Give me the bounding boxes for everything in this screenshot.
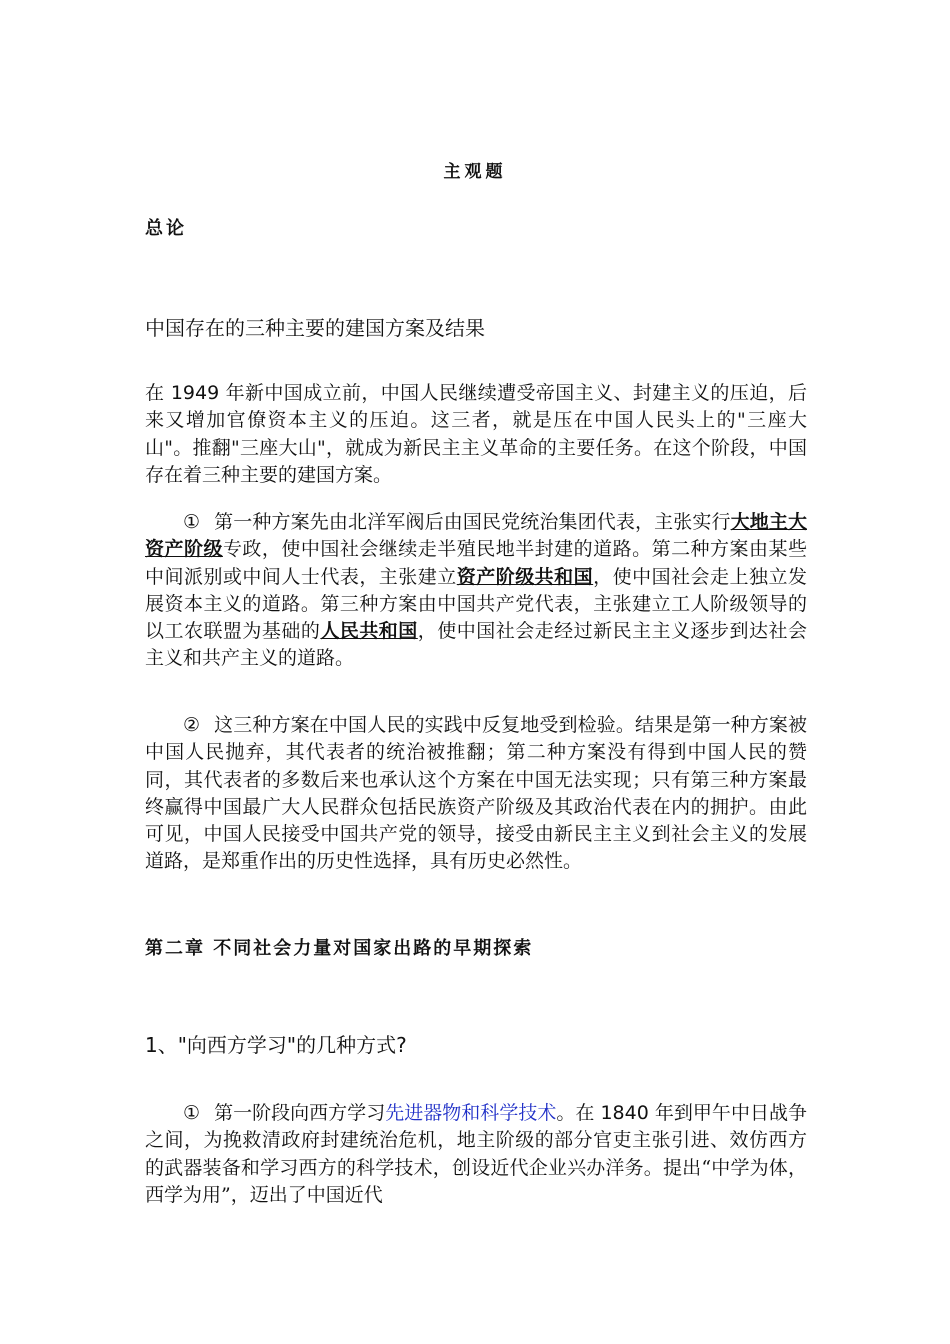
point1-text-2: 专政，使中国社会继续走半殖民地半封建的道路。第二种方案由某些中间派别或中间人士代表，主张建立 <box>145 538 807 588</box>
intro-year: 1949 <box>170 382 220 404</box>
chapter2-heading: 第二章 不同社会力量对国家出路的早期探索 <box>145 938 534 959</box>
intro-pre: 在 <box>145 382 171 404</box>
highlight-advanced-technology: 先进器物和科学技术 <box>385 1102 557 1124</box>
point1-number: ① <box>183 511 201 533</box>
point1-text-3: ，使中国社会走上独立发展资本主义的道路。第三种方案由中国共产党代表，主张建立工人阶级领导的以工农联盟为基础的 <box>145 565 807 643</box>
section2-heading: 1、"向西方学习"的几种方式? <box>145 1033 407 1057</box>
point2-text: 这三种方案在中国人民的实践中反复地受到检验。结果是第一种方案被中国人民抛弃，其代表者的统治被推翻；第二种方案没有得到中国人民的赞同，其代表者的多数后来也承认这个方案在中国无法实现；只有第三种方案最终赢得中国最广大人民群众包括民族资产阶级及其政治代表在内的拥护。由此可见，中国人民接受中国共产党的领导，接受由新民主主义到社会主义的发展道路，是郑重作出的历史性选择，具有历史必然性。 <box>145 714 807 873</box>
s2-point1-number: ① <box>183 1102 201 1124</box>
section2-point1-paragraph <box>145 1100 807 1209</box>
s2-point1-text-3: 年到甲午中日战争之间，为挽救清政府封建统治危机，地主阶级的部分官吏主张引进、效仿西方的武器装备和学习西方的科学技术，创设近代企业兴办洋务。提出“中学为体，西学为用”，迈出了中国近代 <box>145 1102 807 1206</box>
section1-point2-paragraph <box>145 712 807 876</box>
intro-post: 年新中国成立前，中国人民继续遭受帝国主义、封建主义的压迫，后来又增加官僚资本主义的压迫。这三者，就是压在中国人民头上的"三座大山"。推翻"三座大山"，就成为新民主主义革命的主要任务。在这个阶段，中国存在着三种主要的建国方案。 <box>145 382 807 486</box>
overview-heading: 总论 <box>145 218 187 239</box>
s2-point1-text-2: 。在 <box>556 1102 601 1124</box>
keyword-peoples-republic: 人民共和国 <box>320 620 418 643</box>
keyword-bourgeois-republic: 资产阶级共和国 <box>456 565 594 588</box>
document-title: 主观题 <box>443 162 507 182</box>
point2-number: ② <box>183 714 201 736</box>
section1-heading: 中国存在的三种主要的建国方案及结果 <box>145 316 485 340</box>
s2-point1-year: 1840 <box>600 1102 649 1124</box>
section1-intro-paragraph <box>145 380 807 489</box>
section1-point1-paragraph <box>145 509 807 673</box>
point1-text-4: ，使中国社会走经过新民主主义逐步到达社会主义和共产主义的道路。 <box>145 620 807 670</box>
s2-point1-text-1: 第一阶段向西方学习 <box>214 1102 386 1124</box>
point1-text-1: 第一种方案先由北洋军阀后由国民党统治集团代表，主张实行 <box>214 511 731 533</box>
keyword-big-landlord-class: 大地主大资产阶级 <box>145 511 807 561</box>
